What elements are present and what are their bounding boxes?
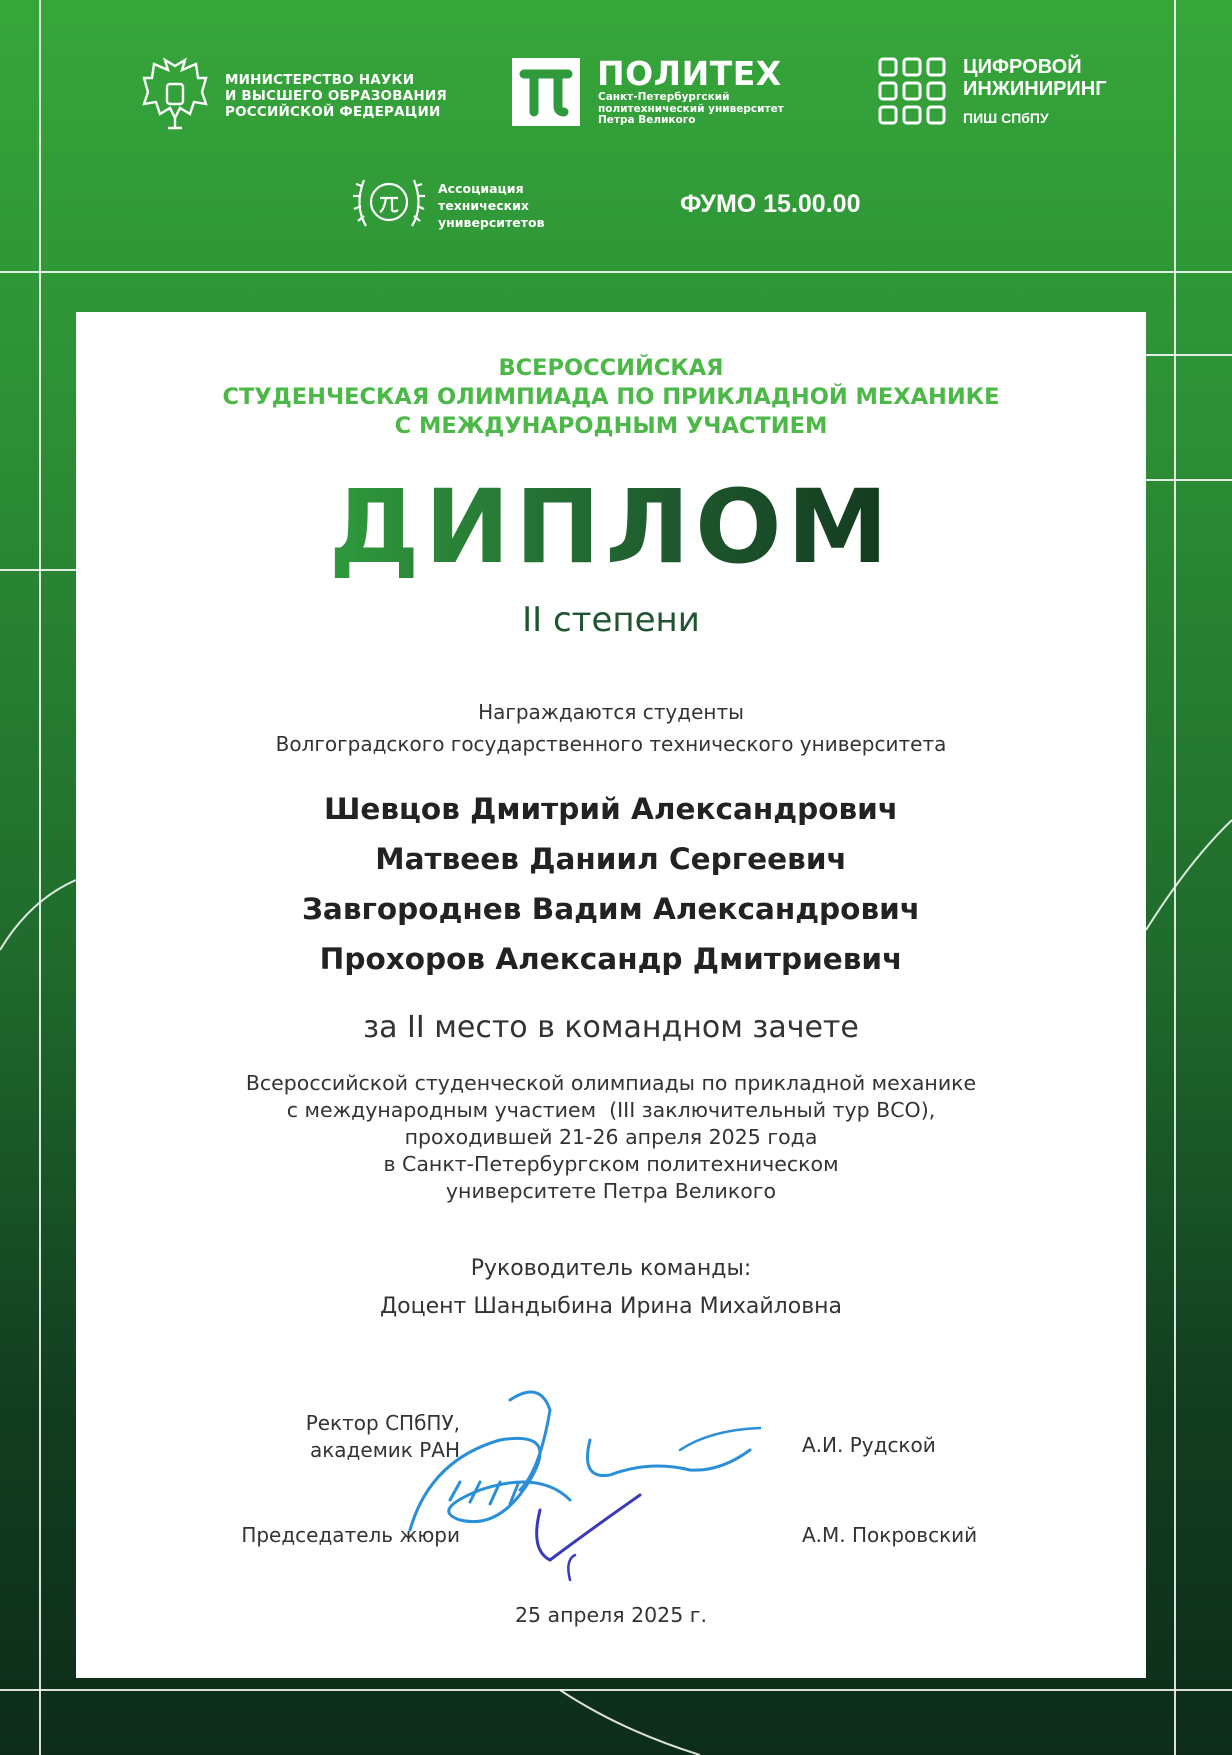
chair-name: А.М. Покровский [802,1523,978,1547]
association-name: Ассоциация технических университетов [438,181,545,230]
chair-title: Председатель жюри [241,1523,460,1547]
handwritten-signature-icon [390,1380,810,1600]
student-name: Матвеев Даниил Сергеевич [375,842,847,876]
rector-name: А.И. Рудской [802,1433,936,1457]
digital-engineering-name: ЦИФРОВОЙ ИНЖИНИРИНГ [963,56,1107,100]
awarded-text: Награждаются студенты Волгоградского государственного технического университета [275,700,947,756]
leader-name: Доцент Шандыбина Ирина Михайловна [379,1294,843,1319]
diploma-title: ДИПЛОМ [328,468,894,587]
ministry-name: МИНИСТЕРСТВО НАУКИ И ВЫСШЕГО ОБРАЗОВАНИЯ РОССИЙСКОЙ ФЕДЕРАЦИИ [225,72,447,120]
team-leader [76,1250,1146,1326]
student-name: Прохоров Александр Дмитриевич [319,942,903,976]
leader-title: Руководитель команды: [470,1256,752,1281]
olympiad-description: Всероссийской студенческой олимпиады по прикладной механике с международным участием (III заключительный тур ВСО), проходившей 21-26 апреля 2025 года в Санкт-Петербургском политехническом университете Петра Великого [245,1071,977,1203]
olympiad-title: ВСЕРОССИЙСКАЯ СТУДЕНЧЕСКАЯ ОЛИМПИАДА ПО ПРИКЛАДНОЙ МЕХАНИКЕ С МЕЖДУНАРОДНЫМ УЧАСТИЕМ [222,355,1000,439]
student-name: Завгороднев Вадим Александрович [301,892,921,926]
fumo-code: ФУМО 15.00.00 [680,190,861,218]
diploma-degree: II степени [522,600,700,640]
digital-engineering-subtitle: ПИШ СПбПУ [963,110,1049,126]
polytech-name: ПОЛИТЕХ [597,54,782,93]
association-laurel-icon [350,166,428,240]
student-list [76,784,1146,984]
diploma-date: 25 апреля 2025 г. [514,1603,708,1627]
digital-engineering-logo-icon [877,56,947,126]
student-name: Шевцов Дмитрий Александрович [323,792,899,826]
russian-emblem-icon [140,56,210,132]
polytech-logo-icon [512,58,580,126]
award-place: за II место в командном зачете [363,1010,859,1045]
polytech-subtitle: Санкт-Петербургский политехнический университет Петра Великого [598,91,784,126]
rector-title: Ректор СПбПУ, академик РАН [305,1411,460,1462]
